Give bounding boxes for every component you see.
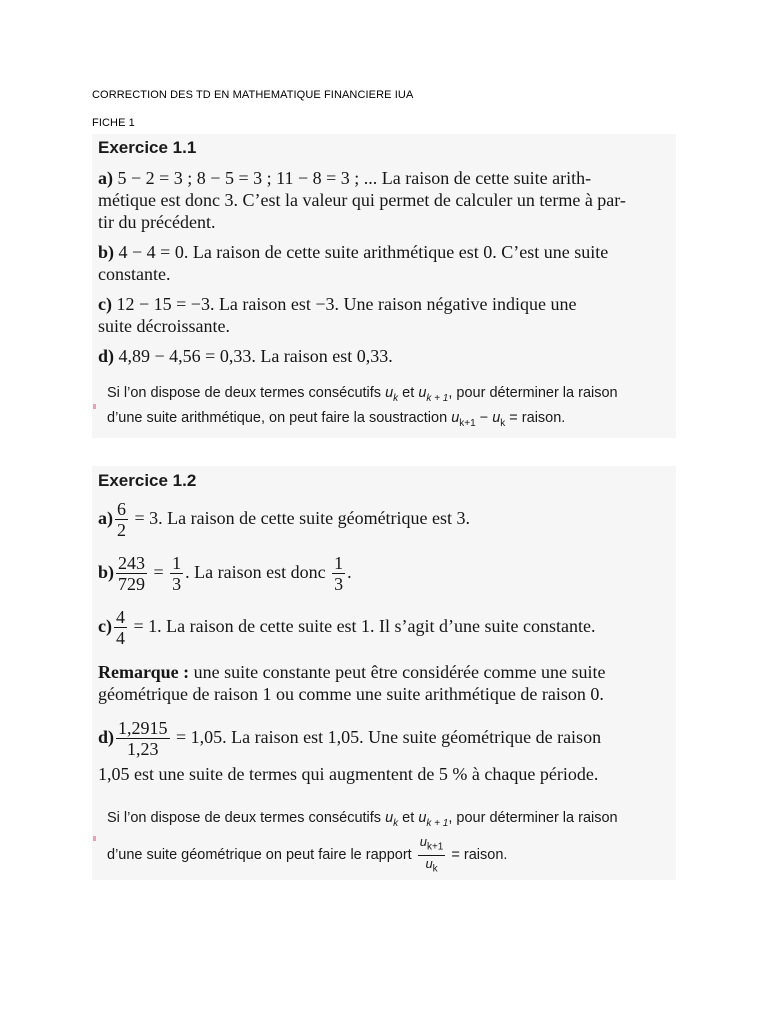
exercise-1-2-scan <box>92 466 676 880</box>
rule-note-line-1: Si l’on dispose de deux termes consécutifs $u_k$ et $u_{k + 1}$, pour déterminer la raison <box>107 385 618 404</box>
sheet-label: FICHE 1 <box>92 117 135 129</box>
answer-c-line-2: suite décroissante. <box>98 316 230 336</box>
fraction: $\frac{243}{729}$ <box>118 553 146 595</box>
rule-note-line-2: d’une suite géométrique on peut faire le rapport $\frac{u_{k+1}}{u_k}$ = raison. <box>107 834 508 875</box>
remark-line-1: Remarque : une suite constante peut être considérée comme une suite <box>98 662 606 682</box>
answer-a: a) $\frac{6}{2}$ = 3. La raison de cette suite géométrique est 3. <box>98 499 471 541</box>
rule-note-line-2: d’une suite arithmétique, on peut faire la soustraction $u_{k+1} - u_k$ = raison. <box>107 410 566 429</box>
fraction: $\frac{4}{4}$ <box>115 607 125 649</box>
answer-b: b) $\frac{243}{729}$ = $\frac{1}{3}$ . La raison est donc $\frac{1}{3}$ . <box>98 553 352 595</box>
answer-c: c) $\frac{4}{4}$ = 1. La raison de cette suite est 1. Il s’agit d’une suite constante. <box>98 607 596 649</box>
fraction: $\frac{1}{3}$ <box>172 553 182 595</box>
answer-d-line-1: d) 4,89 − 4,56 = 0,33. La raison est 0,33. <box>98 346 393 366</box>
fraction: $\frac{u_{k+1}}{u_k}$ <box>419 834 444 875</box>
fraction: $\frac{1}{3}$ <box>334 553 344 595</box>
answer-d-line-2: 1,05 est une suite de termes qui augmentent de 5 % à chaque période. <box>98 764 599 784</box>
document-title: CORRECTION DES TD EN MATHEMATIQUE FINANCIERE IUA <box>92 89 414 101</box>
fraction: $\frac{6}{2}$ <box>117 499 126 541</box>
exercise-title: Exercice 1.1 <box>98 138 197 157</box>
exercise-1-1-scan <box>92 134 676 438</box>
margin-mark <box>93 404 96 409</box>
exercise-title: Exercice 1.2 <box>98 471 197 490</box>
rule-note-line-1: Si l’on dispose de deux termes consécutifs $u_k$ et $u_{k + 1}$, pour déterminer la raison <box>107 810 618 829</box>
answer-b-line-1: b) 4 − 4 = 0. La raison de cette suite arithmétique est 0. C’est une suite <box>98 242 609 262</box>
answer-a-line-3: tir du précédent. <box>98 212 216 232</box>
remark-line-2: géométrique de raison 1 ou comme une suite arithmétique de raison 0. <box>98 684 604 704</box>
answer-a-line-1: a) 5 − 2 = 3 ; 8 − 5 = 3 ; 11 − 8 = 3 ; ... La raison de cette suite arith- <box>98 168 592 188</box>
answer-a-line-2: métique est donc 3. C’est la valeur qui permet de calculer un terme à par- <box>98 190 626 210</box>
answer-b-line-2: constante. <box>98 264 171 284</box>
answer-d-line-1: d) $\frac{1,2915}{1,23}$ = 1,05. La raison est 1,05. Une suite géométrique de raison <box>98 718 602 760</box>
fraction: $\frac{1,2915}{1,23}$ <box>118 718 168 760</box>
answer-c-line-1: c) 12 − 15 = −3. La raison est −3. Une raison négative indique une <box>98 294 577 314</box>
margin-mark <box>93 836 96 841</box>
